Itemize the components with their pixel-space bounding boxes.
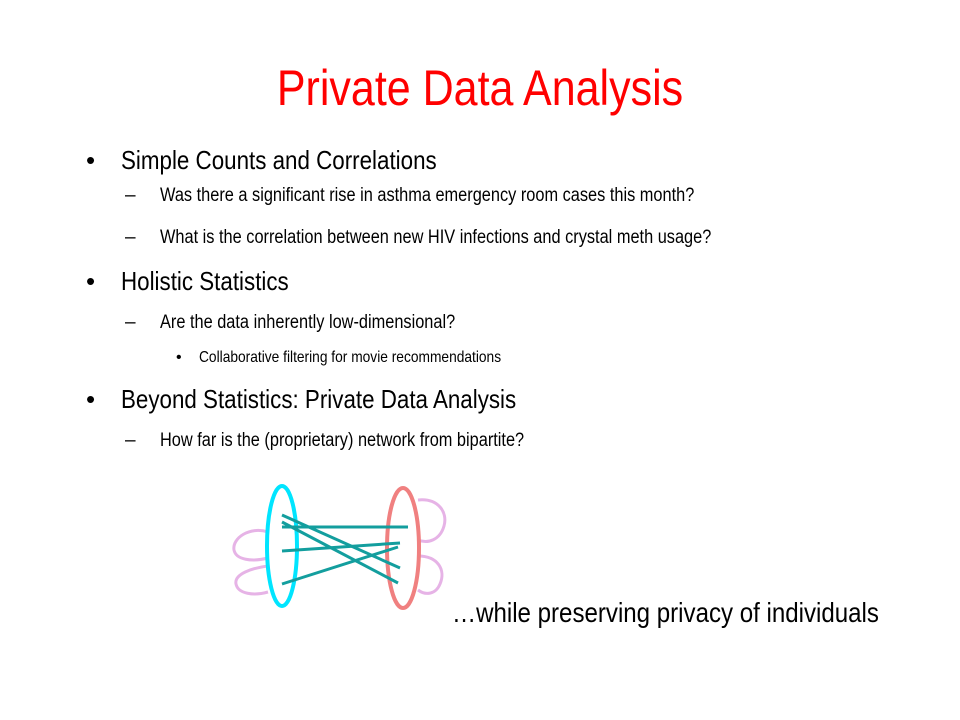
sub-bullet-bipartite-question: How far is the (proprietary) network from bipartite? bbox=[160, 430, 525, 451]
slide-title: Private Data Analysis bbox=[276, 60, 684, 116]
sub-sub-bullet-collaborative-filtering: Collaborative filtering for movie recommendations bbox=[199, 349, 502, 366]
bullet-marker: • bbox=[86, 384, 96, 414]
left-partition-ellipse bbox=[267, 486, 297, 606]
self-loop-left-bottom bbox=[236, 566, 268, 594]
self-loop-right-bottom bbox=[418, 556, 442, 593]
privacy-tagline: …while preserving privacy of individuals bbox=[452, 597, 879, 628]
self-loop-right-top bbox=[418, 500, 445, 542]
sub-bullet-marker: – bbox=[125, 185, 136, 206]
graph-edge bbox=[282, 543, 400, 551]
bullet-beyond-statistics: Beyond Statistics: Private Data Analysis bbox=[121, 384, 517, 414]
sub-bullet-hiv-question: What is the correlation between new HIV infections and crystal meth usage? bbox=[160, 227, 712, 248]
bullet-marker: • bbox=[86, 145, 96, 175]
sub-bullet-marker: – bbox=[125, 312, 136, 333]
bullet-marker: • bbox=[86, 266, 96, 296]
graph-edge bbox=[282, 515, 400, 568]
bullet-simple-counts: Simple Counts and Correlations bbox=[121, 145, 437, 175]
sub-sub-bullet-marker: • bbox=[176, 349, 182, 366]
sub-bullet-low-dimensional: Are the data inherently low-dimensional? bbox=[160, 312, 456, 333]
bullet-holistic-statistics: Holistic Statistics bbox=[121, 266, 289, 296]
sub-bullet-marker: – bbox=[125, 227, 136, 248]
sub-bullet-marker: – bbox=[125, 430, 136, 451]
self-loop-left-top bbox=[234, 530, 268, 560]
sub-bullet-asthma-question: Was there a significant rise in asthma emergency room cases this month? bbox=[160, 185, 695, 206]
